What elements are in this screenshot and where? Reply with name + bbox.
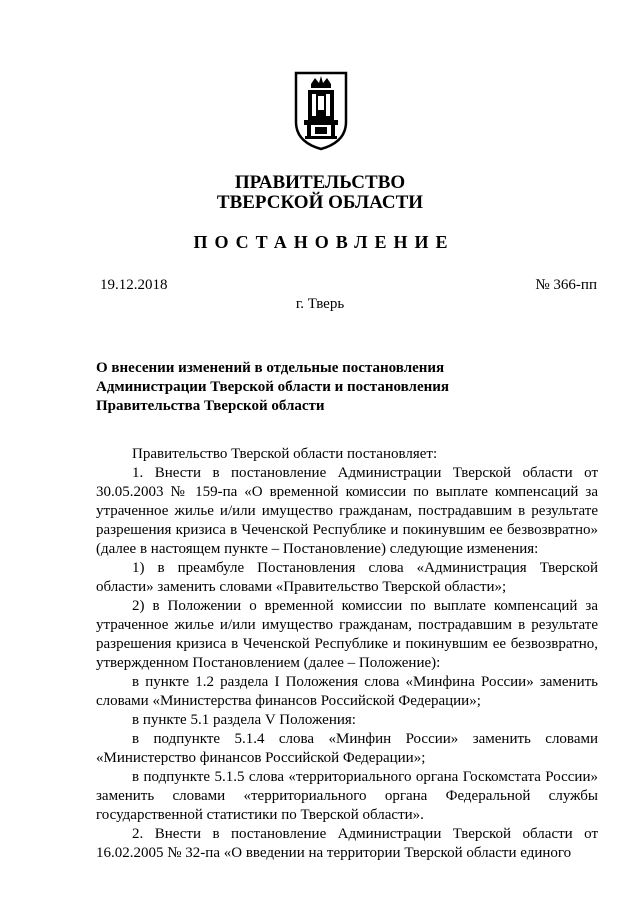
- tver-coat-of-arms-icon: [293, 70, 349, 152]
- paragraph: в подпункте 5.1.5 слова «территориального органа Госкомстата России» заменить словами «территориального органа Федеральной службы государственной статистики по Тверской области».: [96, 769, 598, 823]
- paragraph: 1) в преамбуле Постановления слова «Администрация Тверской области» заменить словами «Правительство Тверской области»;: [96, 560, 598, 595]
- paragraph: 2) в Положении о временной комиссии по выплате компенсаций за утраченное жилье и/или имущество гражданам, пострадавшим в результате разрешения кризиса в Чеченской Республике и покинувшим ее безвозвратно, утвержденном Постановлением (далее – Положение):: [96, 598, 598, 671]
- paragraph: в пункте 1.2 раздела I Положения слова «Минфина России» заменить словами «Министерства финансов Российской Федерации»;: [96, 674, 598, 709]
- document-body: [96, 445, 598, 863]
- paragraph: в подпункте 5.1.4 слова «Минфин России» заменить словами «Министерство финансов Российской Федерации»;: [96, 731, 598, 766]
- document-date: 19.12.2018: [100, 277, 168, 293]
- paragraph: 1. Внести в постановление Администрации Тверской области от 30.05.2003 № 159-па «О временной комиссии по выплате компенсаций за утраченное жилье и/или имущество гражданам, пострадавшим в результате разрешения кризиса в Чеченской Республике и покинувшим ее безвозвратно» (далее в настоящем пункте – Постановление) следующие изменения:: [96, 465, 598, 557]
- org-name-line2: ТВЕРСКОЙ ОБЛАСТИ: [216, 192, 424, 213]
- document-number: № 366-пп: [535, 277, 597, 293]
- document-city: г. Тверь: [295, 296, 345, 312]
- paragraph: в пункте 5.1 раздела V Положения:: [132, 712, 356, 728]
- org-name-line1: ПРАВИТЕЛЬСТВО: [234, 172, 406, 193]
- document-title: О внесении изменений в отдельные постановления Администрации Тверской области и постановления Правительства Тверской области: [96, 360, 449, 414]
- document-type: ПОСТАНОВЛЕНИЕ: [193, 232, 455, 252]
- paragraph: Правительство Тверской области постановляет:: [132, 446, 438, 462]
- paragraph: 2. Внести в постановление Администрации Тверской области от 16.02.2005 № 32-па «О введении на территории Тверской области единого: [96, 826, 598, 861]
